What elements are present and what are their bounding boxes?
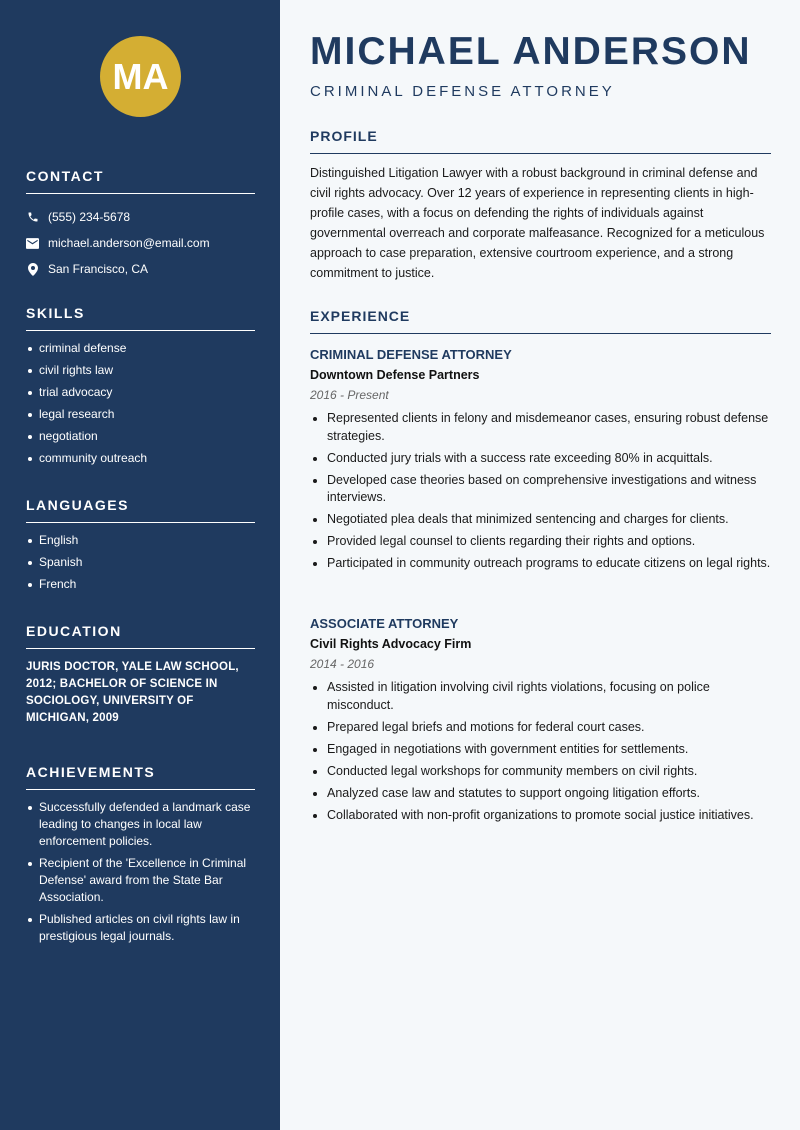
job-title: CRIMINAL DEFENSE ATTORNEY [310,347,512,362]
education-section [26,623,255,727]
email-text: michael.anderson@email.com [48,236,210,250]
list-item: Collaborated with non-profit organizations to promote social justice initiatives. [310,807,771,825]
list-item: Spanish [26,554,255,571]
contact-phone [26,204,255,230]
sidebar [0,0,280,1130]
skills-list [26,340,255,467]
experience-section [310,308,771,334]
list-item: English [26,532,255,549]
candidate-name: MICHAEL ANDERSON [310,30,752,73]
job-dates: 2016 - Present [310,388,389,402]
list-item: Published articles on civil rights law in prestigious legal journals. [26,911,255,945]
skills-heading: SKILLS [26,305,255,331]
list-item: Engaged in negotiations with government entities for settlements. [310,741,771,759]
list-item: legal research [26,406,255,423]
avatar [100,36,181,117]
phone-text: (555) 234-5678 [48,210,131,224]
list-item: Successfully defended a landmark case leading to changes in local law enforcement policies. [26,799,255,850]
job-dates: 2014 - 2016 [310,657,375,671]
contact-section [26,168,255,282]
languages-list [26,532,255,593]
list-item: French [26,576,255,593]
contact-list [26,204,255,282]
list-item: Developed case theories based on comprehensive investigations and witness interviews. [310,472,771,507]
list-item: Provided legal counsel to clients regarding their rights and options. [310,533,771,551]
languages-heading: LANGUAGES [26,497,255,523]
location-text: San Francisco, CA [48,262,149,276]
contact-heading: CONTACT [26,168,255,194]
candidate-title: CRIMINAL DEFENSE ATTORNEY [310,83,615,100]
profile-heading: PROFILE [310,128,771,154]
job-title: ASSOCIATE ATTORNEY [310,616,459,631]
languages-section [26,497,255,598]
location-pin-icon [26,263,39,276]
profile-text: Distinguished Litigation Lawyer with a robust background in criminal defense and civil rights advocacy. Over 12 years of experience in representing clients in high-profile cases, with a focus on defending the rights of individuals against governmental overreach and corporate malfeasance. Recognized for a meticulous approach to case preparation, extensive courtroom experience, and a strong commitment to justice. [310,166,765,280]
job-company: Civil Rights Advocacy Firm [310,637,472,651]
list-item: negotiation [26,428,255,445]
job-entry [310,347,771,577]
list-item: Conducted legal workshops for community members on civil rights. [310,763,771,781]
education-text: JURIS DOCTOR, YALE LAW SCHOOL, 2012; BACHELOR OF SCIENCE IN SOCIOLOGY, UNIVERSITY OF MICHIGAN, 2009 [26,661,239,724]
job-bullets [310,679,771,824]
list-item: Represented clients in felony and misdemeanor cases, ensuring robust defense strategies. [310,410,771,445]
list-item: Prepared legal briefs and motions for federal court cases. [310,719,771,737]
profile-section [310,128,771,283]
list-item: criminal defense [26,340,255,357]
list-item: community outreach [26,450,255,467]
achievements-section [26,764,255,950]
list-item: Recipient of the 'Excellence in Criminal Defense' award from the State Bar Association. [26,855,255,906]
contact-location [26,256,255,282]
avatar-initials: MA [112,55,169,97]
list-item: Negotiated plea deals that minimized sentencing and charges for clients. [310,511,771,529]
contact-email [26,230,255,256]
mail-icon [26,237,39,250]
list-item: Participated in community outreach programs to educate citizens on legal rights. [310,555,771,573]
list-item: Analyzed case law and statutes to support ongoing litigation efforts. [310,785,771,803]
experience-heading: EXPERIENCE [310,308,771,334]
list-item: Conducted jury trials with a success rate exceeding 80% in acquittals. [310,450,771,468]
education-heading: EDUCATION [26,623,255,649]
job-company: Downtown Defense Partners [310,368,480,382]
list-item: trial advocacy [26,384,255,401]
job-entry [310,616,771,829]
list-item: Assisted in litigation involving civil rights violations, focusing on police misconduct. [310,679,771,714]
achievements-list [26,799,255,945]
phone-icon [26,211,39,224]
list-item: civil rights law [26,362,255,379]
skills-section [26,305,255,472]
achievements-heading: ACHIEVEMENTS [26,764,255,790]
job-bullets [310,410,771,573]
